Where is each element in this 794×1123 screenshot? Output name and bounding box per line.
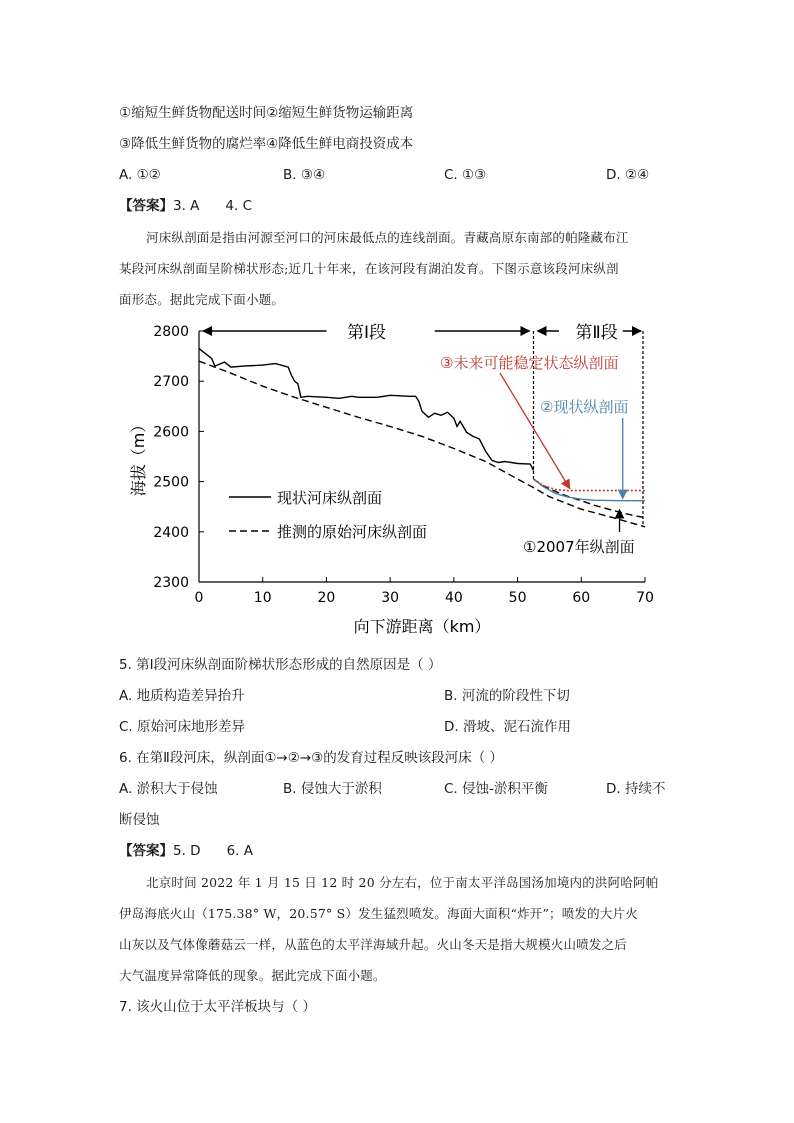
passage1-line2: 某段河床纵剖面呈阶梯状形态;近几十年来，在该河段有湖泊发育。下图示意该段河床纵剖 <box>119 261 619 276</box>
answer-q5: 5. D <box>173 843 201 859</box>
annotation-future-profile: ③未来可能稳定状态纵剖面 <box>440 354 619 372</box>
q6-choice-d: D. 持续不 <box>606 781 666 797</box>
q2-choice-c: C. ①③ <box>444 167 487 183</box>
section2-label: 第Ⅱ段 <box>575 323 618 343</box>
river-profile-chart <box>0 318 794 648</box>
annotation-future-arrow <box>500 373 570 489</box>
passage1-line3: 面形态。据此完成下面小题。 <box>119 292 285 307</box>
passage2-line2: 伊岛海底火山（175.38° W，20.57° S）发生猛烈喷发。海面大面积“炸开”；喷发的大片火 <box>119 906 638 921</box>
answer-q3: 3. A <box>173 198 200 214</box>
y-tick-label: 2300 <box>153 575 189 591</box>
y-tick-label: 2400 <box>153 524 189 541</box>
q2-options-line1: ①缩短生鲜货物配送时间②缩短生鲜货物运输距离 <box>119 105 414 121</box>
passage2-line3: 山灰以及气体像蘑菇云一样，从蓝色的太平洋海域升起。火山冬天是指大规模火山喷发之后 <box>119 937 628 952</box>
answer-row-1 <box>119 197 252 215</box>
y-tick-label: 2600 <box>153 424 189 441</box>
q6-choice-a: A. 淤积大于侵蚀 <box>119 781 218 797</box>
answer-row-2 <box>119 842 253 860</box>
annotation-2007-profile: ①2007年纵剖面 <box>523 538 635 556</box>
answer-q6: 6. A <box>226 843 253 859</box>
passage1-line1: 河床纵剖面是指由河源至河口的河床最低点的连线剖面。青藏高原东南部的帕隆藏布江 <box>146 230 629 245</box>
x-tick-label: 20 <box>317 590 336 606</box>
y-tick-label: 2700 <box>153 374 189 391</box>
x-tick-label: 50 <box>508 590 527 606</box>
q6-choice-b: B. 侵蚀大于淤积 <box>283 781 382 797</box>
y-axis-title: 海拔（m） <box>129 416 148 497</box>
legend-label-current: 现状河床纵剖面 <box>277 489 383 507</box>
answer-label-2: 【答案】 <box>119 843 173 859</box>
section1-label: 第Ⅰ段 <box>347 323 387 343</box>
y-tick-label: 2800 <box>153 324 189 340</box>
legend-label-original: 推测的原始河床纵剖面 <box>277 523 428 541</box>
series-line-1 <box>199 361 645 527</box>
x-tick-label: 70 <box>636 590 654 606</box>
passage2-line4: 大气温度异常降低的现象。据此完成下面小题。 <box>119 968 386 983</box>
q5-choice-c: C. 原始河床地形差异 <box>119 719 246 735</box>
q5-choice-a: A. 地质构造差异抬升 <box>119 688 245 704</box>
q5-choice-d: D. 滑坡、泥石流作用 <box>444 719 571 735</box>
q6-stem: 6. 在第Ⅱ段河床，纵剖面①→②→③的发育过程反映该段河床（ ） <box>119 750 504 766</box>
q2-options-line2: ③降低生鲜货物的腐烂率④降低生鲜电商投资成本 <box>119 136 414 152</box>
x-tick-label: 0 <box>194 590 204 606</box>
x-tick-label: 40 <box>444 590 463 606</box>
answer-label: 【答案】 <box>119 198 173 214</box>
y-tick-label: 2500 <box>153 474 189 491</box>
q6-choice-c: C. 侵蚀-淤积平衡 <box>444 781 548 797</box>
passage2-line1: 北京时间 2022 年 1 月 15 日 12 时 20 分左右，位于南太平洋岛国汤加境内的洪阿哈阿帕 <box>146 875 659 890</box>
annotation-current-profile: ②现状纵剖面 <box>540 398 629 416</box>
x-tick-label: 60 <box>572 590 591 606</box>
answer-q4: 4. C <box>225 198 253 214</box>
chart-series-layer <box>199 349 645 527</box>
q7-stem: 7. 该火山位于太平洋板块与（ ） <box>119 999 316 1015</box>
q6-choice-d-cont: 断侵蚀 <box>119 812 160 828</box>
q2-choice-d: D. ②④ <box>606 167 650 183</box>
q5-choice-b: B. 河流的阶段性下切 <box>444 688 570 704</box>
x-axis-title: 向下游距离（km） <box>353 617 491 636</box>
series-line-4 <box>534 479 646 491</box>
q2-choice-b: B. ③④ <box>283 167 326 183</box>
q5-stem: 5. 第Ⅰ段河床纵剖面阶梯状形态形成的自然原因是（ ） <box>119 657 442 673</box>
x-tick-label: 30 <box>381 590 400 606</box>
q2-choice-a: A. ①② <box>119 167 161 183</box>
x-tick-label: 10 <box>253 590 272 606</box>
